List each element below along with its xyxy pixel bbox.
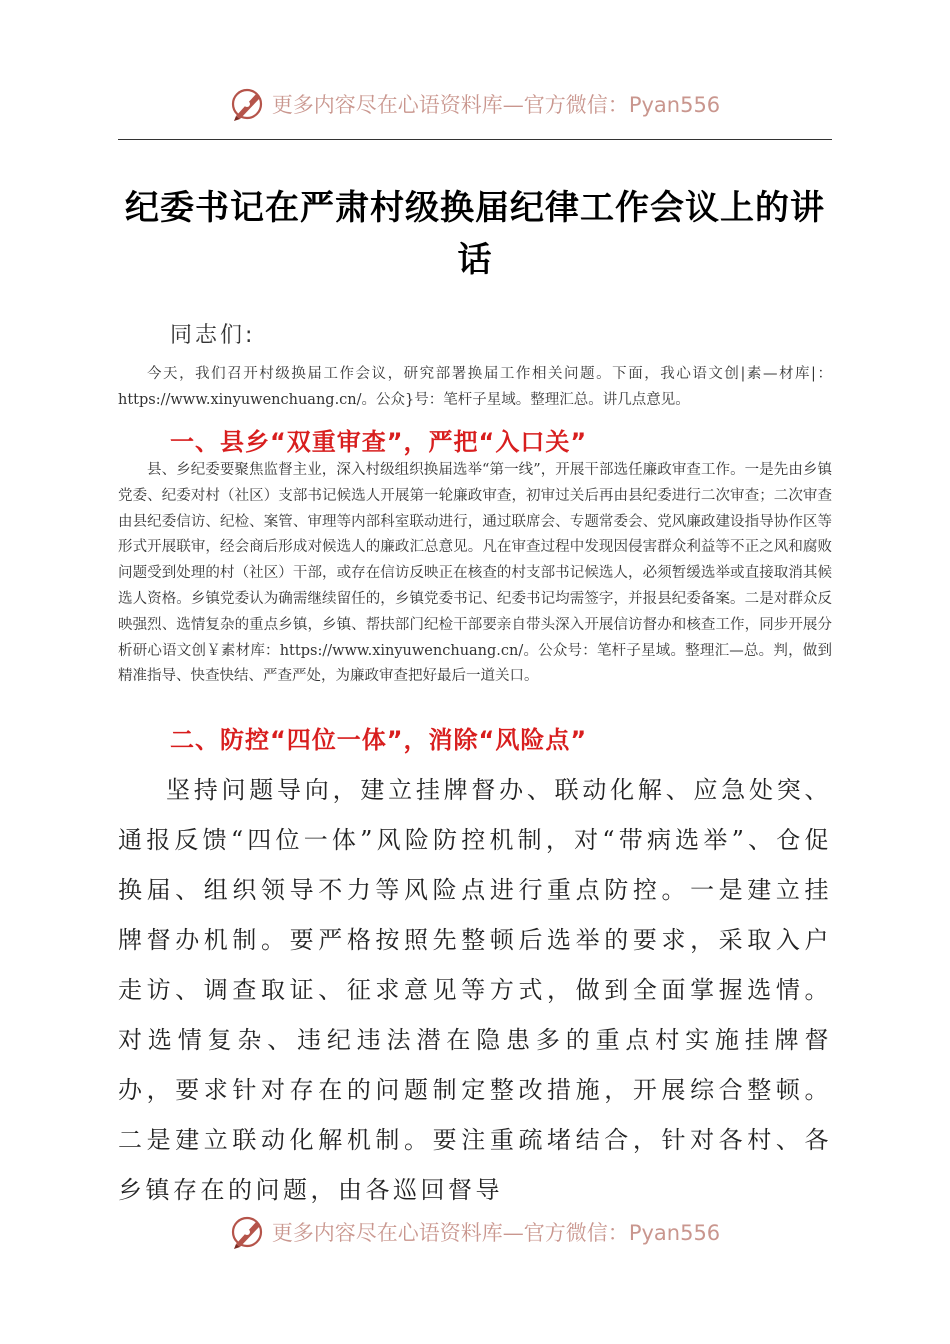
wechat-id: Pyan556 [628,93,721,117]
wechat-id: Pyan556 [628,1221,721,1245]
footer-banner [0,1212,950,1252]
intro-paragraph: 今天，我们召开村级换届工作会议，研究部署换届工作相关问题。下面，我心语文创|素—材库|：https://www.xinyuwenchuang.cn/。公众}号：笔杆子星域。整理汇总。讲几点意见。 [118,366,832,408]
section-body-2: 坚持问题导向，建立挂牌督办、联动化解、应急处突、通报反馈“四位一体”风险防控机制，对“带病选举”、仓促换届、组织领导不力等风险点进行重点防控。一是建立挂牌督办机制。要严格按照先整顿后选举的要求，采取入户走访、调查取证、征求意见等方式，做到全面掌握选情。对选情复杂、违纪违法潜在隐患多的重点村实施挂牌督办，要求针对存在的问题制定整改措施，开展综合整顿。二是建立联动化解机制。要注重疏堵结合，针对各村、各乡镇存在的问题，由各巡回督导 [118,776,832,1204]
section-heading-2: 二、防控“四位一体”，消除“风险点” [170,726,588,754]
page-title: 纪委书记在严肃村级换届纪律工作会议上的讲话 [125,188,825,280]
pen-in-circle-icon [230,1214,266,1250]
pen-in-circle-icon [230,86,266,122]
header-banner [0,84,950,124]
section-body-1: 县、乡纪委要聚焦监督主业，深入村级组织换届选举“第一线”，开展干部选任廉政审查工作。一是先由乡镇党委、纪委对村（社区）支部书记候选人开展第一轮廉政审查，初审过关后再由县纪委进行二次审查；二次审查由县纪委信访、纪检、案管、审理等内部科室联动进行，通过联席会、专题常委会、党风廉政建设指导协作区等形式开展联审，经会商后形成对候选人的廉政汇总意见。凡在审查过程中发现因侵害群众利益等不正之风和腐败问题受到处理的村（社区）干部，或存在信访反映正在核查的村支部书记候选人，必须暂缓选举或直接取消其候选人资格。乡镇党委认为确需继续留任的，乡镇党委书记、纪委书记均需签字，并报县纪委备案。二是对群众反映强烈、选情复杂的重点乡镇，乡镇、帮扶部门纪检干部要亲自带头深入开展信访督办和核查工作，同步开展分析研心语文创￥素材库：https://www.xinyuwenchuang.cn/。公众号：笔杆子星域。整理汇—总。判，做到精准指导、快查快结、严查严处，为廉政审查把好最后一道关口。 [118,462,832,685]
salutation: 同志们: [170,323,256,348]
section-heading-1: 一、县乡“双重审查”，严把“入口关” [170,428,588,456]
header-divider [118,139,832,140]
banner-text: 更多内容尽在心语资料库—官方微信：Pyan556 [271,93,721,117]
banner-text: 更多内容尽在心语资料库—官方微信：Pyan556 [271,1221,721,1245]
